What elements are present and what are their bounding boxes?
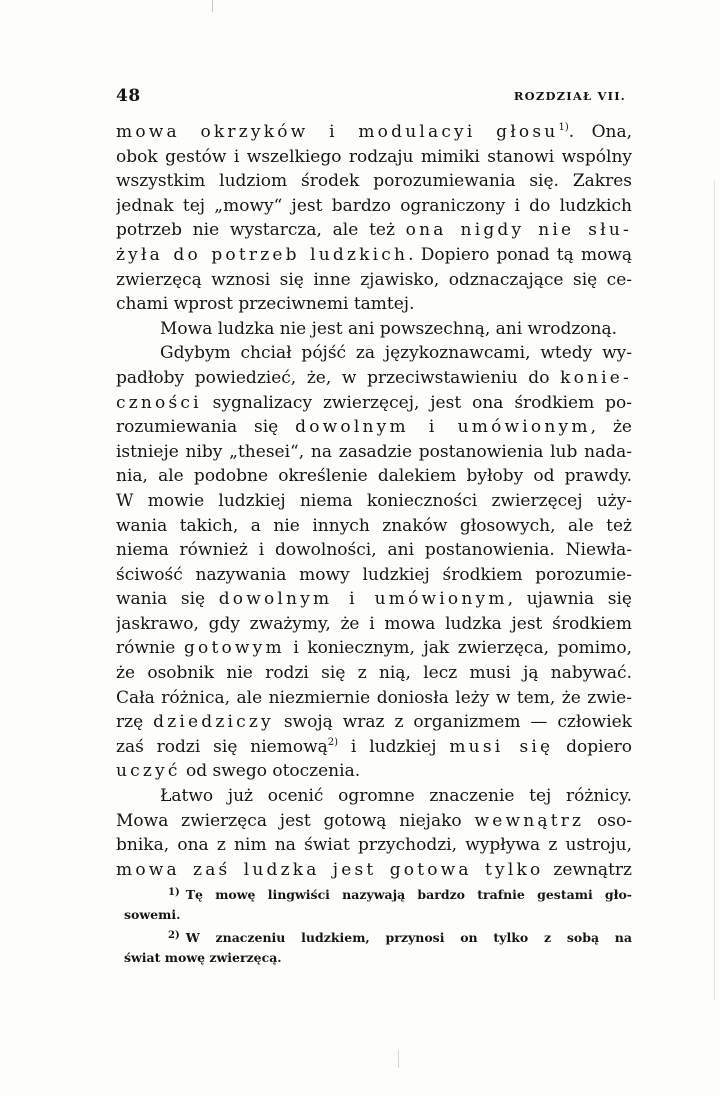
text-segment: że osobnik nie rodzi się z nią, lecz musi ją nabywać. — [116, 663, 632, 684]
footnote-line — [124, 904, 632, 926]
text-segment: obok gestów i wszelkiego rodzaju mimiki stanowi wspólny — [116, 146, 632, 167]
text-line — [116, 440, 632, 465]
emphasized-text: ona nigdy nie słu- — [405, 220, 632, 241]
text-line — [116, 464, 632, 489]
text-line — [116, 710, 632, 735]
text-line — [116, 538, 632, 563]
text-line — [116, 366, 632, 391]
text-line — [116, 636, 632, 661]
emphasized-text: żyła do potrzeb ludzkich — [116, 244, 409, 265]
scan-mark-bottom — [398, 1050, 399, 1068]
text-line — [116, 686, 632, 711]
text-segment: równie — [116, 638, 184, 659]
text-segment: sygnalizacy zwierzęcej, jest ona środkiem po- — [201, 392, 632, 413]
emphasized-text: wewnątrz — [474, 810, 585, 831]
text-line — [116, 833, 632, 858]
footnote-text: sowemi. — [124, 906, 181, 922]
text-line — [116, 391, 632, 416]
scan-mark-top — [212, 0, 213, 12]
text-line — [116, 587, 632, 612]
text-segment: potrzeb nie wystarcza, ale też — [116, 220, 406, 241]
emphasized-text: gotowym — [183, 638, 285, 659]
footnote-reference[interactable]: 2) — [327, 736, 339, 748]
emphasized-text: dziedziczy — [153, 712, 274, 733]
text-segment: bnika, ona z nim na świat przychodzi, wypływa z ustroju, — [116, 835, 632, 856]
text-segment: , że — [590, 417, 632, 438]
emphasized-text: konie- — [560, 367, 632, 388]
text-segment: zewnątrz — [543, 859, 632, 880]
text-segment: Łatwo już ocenić ogromne znaczenie tej różnicy. — [160, 786, 632, 807]
text-line — [116, 735, 632, 760]
scan-mark-right-edge — [714, 180, 715, 1000]
footnotes — [124, 882, 632, 968]
running-head: ROZDZIAŁ VII. — [513, 89, 626, 103]
text-segment: padłoby powiedzieć, że, w przeciwstawieniu do — [116, 367, 561, 388]
text-segment: wania się — [116, 589, 219, 610]
text-segment: i ludzkiej — [338, 736, 450, 757]
text-line — [116, 759, 632, 784]
text-segment: swoją wraz z organizmem — człowiek — [273, 712, 632, 733]
emphasized-text: mowa zaś ludzka jest gotowa tylko — [116, 859, 544, 880]
text-segment: rzę — [116, 712, 154, 733]
emphasized-text: dowolnym i umówionym — [295, 417, 591, 438]
emphasized-text: musi się — [449, 736, 554, 757]
page-header — [116, 86, 626, 108]
text-line — [116, 415, 632, 440]
text-segment: Cała różnica, ale niezmiernie doniosła leży w tem, że zwie- — [116, 687, 632, 708]
text-line — [116, 612, 632, 637]
text-line — [116, 292, 632, 317]
text-line — [116, 341, 632, 366]
text-segment: wszystkim ludziom środek porozumiewania się. Zakres — [116, 171, 632, 192]
text-segment: W mowie ludzkiej niema konieczności zwierzęcej uży- — [116, 490, 632, 511]
text-segment: niema również i dowolności, ani postanowienia. Niewła- — [116, 540, 632, 561]
text-line — [116, 317, 632, 342]
text-segment: . Dopiero ponad tą mową — [408, 244, 632, 265]
footnote-text: świat mowę zwierzęcą. — [124, 949, 282, 965]
text-line — [116, 809, 632, 834]
text-segment: rozumiewania się — [116, 417, 296, 438]
text-line — [116, 489, 632, 514]
emphasized-text: czności — [116, 392, 202, 413]
text-segment: dopiero — [553, 736, 632, 757]
text-line — [116, 145, 632, 170]
text-segment: jednak tej „mowy“ jest bardzo ograniczony i do ludzkich — [116, 195, 632, 216]
text-segment: od swego otoczenia. — [180, 761, 361, 782]
text-line — [116, 858, 632, 883]
footnote-reference[interactable]: 1) — [558, 122, 569, 133]
text-segment: . Ona, — [568, 122, 632, 142]
text-segment: nia, ale podobne określenie dalekiem byłoby od prawdy. — [116, 466, 632, 487]
footnote-text: Tę mowę lingwiści nazywają bardzo trafnie gestami gło- — [185, 887, 632, 902]
text-segment: wania takich, a nie innych znaków głosowych, ale też — [116, 515, 632, 536]
emphasized-text: uczyć — [116, 761, 181, 782]
footnote-text: W znaczeniu ludzkiem, przynosi on tylko z sobą na — [185, 930, 632, 945]
text-line — [116, 268, 632, 293]
text-segment: Mowa zwierzęca jest gotową niejako — [116, 810, 475, 831]
text-line — [116, 661, 632, 686]
main-text — [116, 120, 632, 882]
text-line — [116, 169, 632, 194]
text-segment: jaskrawo, gdy zważymy, że i mowa ludzka jest środkiem — [116, 613, 632, 634]
text-line — [116, 243, 632, 268]
emphasized-text: dowolnym i umówionym — [218, 589, 508, 610]
text-segment: istnieje niby „thesei“, na zasadzie postanowienia lub nada- — [116, 441, 632, 462]
footnote-marker: 2) — [168, 930, 180, 941]
emphasized-text: mowa okrzyków i modulacyi głosu — [116, 122, 559, 142]
text-segment: , ujawnia się — [507, 589, 632, 610]
text-line — [116, 563, 632, 588]
text-line — [116, 514, 632, 539]
text-segment: Mowa ludzka nie jest ani powszechną, ani wrodzoną. — [160, 318, 618, 339]
text-segment: ściwość nazywania mowy ludzkiej środkiem porozumie- — [116, 564, 632, 585]
text-segment: i koniecznym, jak zwierzęca, pomimo, — [284, 638, 632, 659]
text-segment: oso- — [584, 810, 632, 831]
text-segment: chami wprost przeciwnemi tamtej. — [116, 294, 415, 315]
footnote-line — [124, 947, 632, 969]
footnote-line — [124, 882, 632, 904]
text-segment: Gdybym chciał pójść za językoznawcami, wtedy wy- — [160, 343, 632, 364]
text-segment: zaś rodzi się niemową — [116, 736, 328, 757]
page-number: 48 — [116, 86, 141, 106]
text-line — [116, 218, 632, 243]
text-segment: zwierzęcą wznosi się inne zjawisko, odznaczające się ce- — [116, 269, 632, 290]
footnote-marker: 1) — [168, 887, 180, 898]
text-line — [116, 120, 632, 145]
text-line — [116, 784, 632, 809]
footnote-line — [124, 925, 632, 947]
text-line — [116, 194, 632, 219]
